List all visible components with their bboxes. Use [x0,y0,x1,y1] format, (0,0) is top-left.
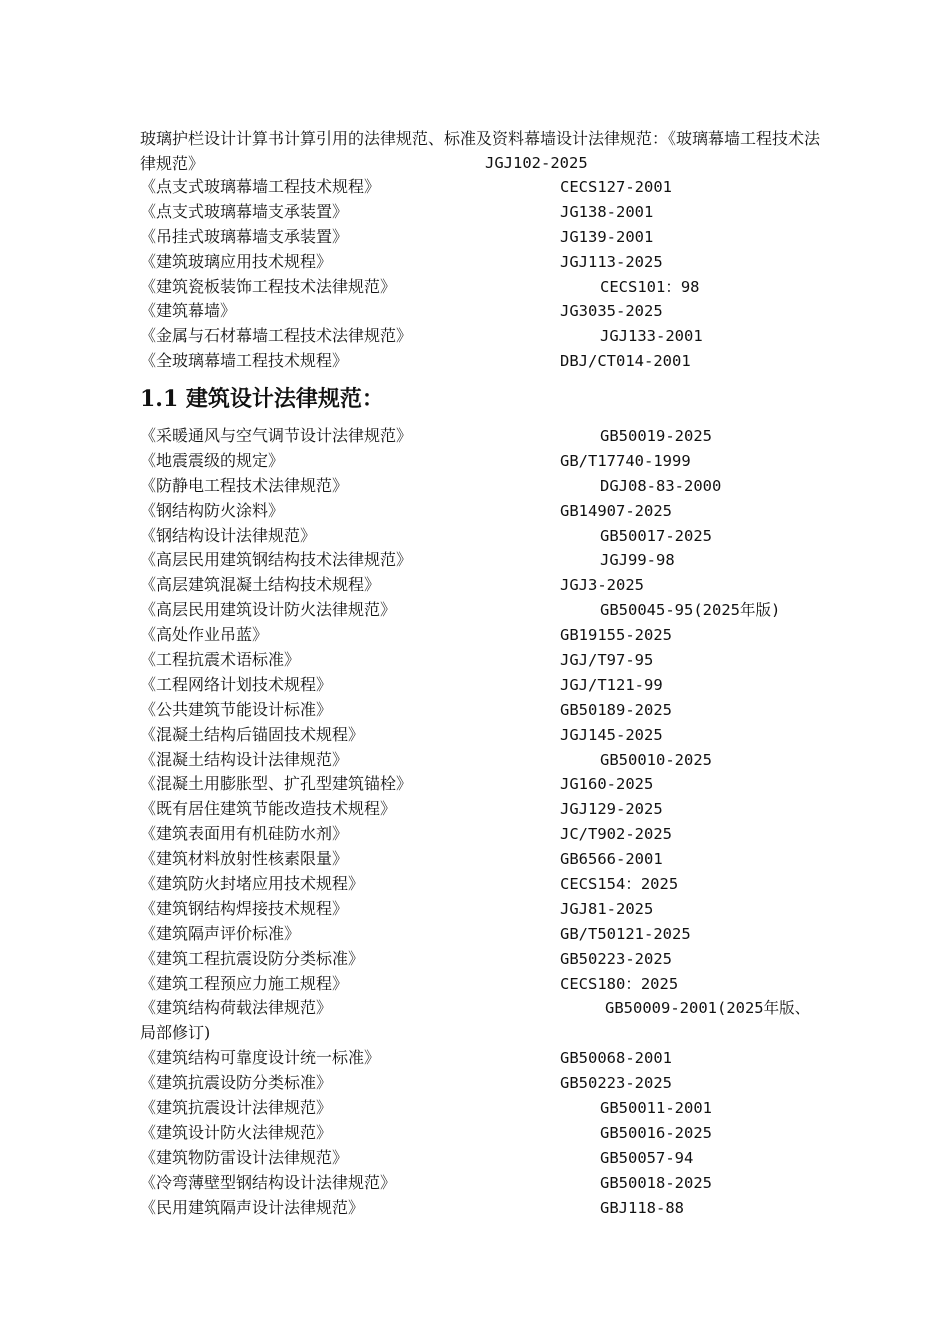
standard-code: JG138-2001 [560,202,654,221]
standard-code: DGJ08-83-2000 [600,476,722,495]
standard-item [140,200,840,225]
standard-code: CECS154：2025 [560,875,679,894]
standard-item [140,1196,840,1221]
standard-title: 《工程网络计划技术规程》 [140,674,333,694]
standard-item [140,723,840,748]
standard-code: GB50009-2001(2025年版、 [605,999,811,1018]
standard-code: GB50045-95(2025年版) [600,601,781,620]
standard-title: 《冷弯薄壁型钢结构设计法律规范》 [140,1172,397,1192]
standard-title: 《高层民用建筑设计防火法律规范》 [140,600,397,620]
standard-title: 《民用建筑隔声设计法律规范》 [140,1197,365,1217]
standard-item [140,1046,840,1071]
standard-title: 《高层民用建筑钢结构技术法律规范》 [140,550,413,570]
standard-item [140,474,840,499]
standard-code: GB50057-94 [600,1148,694,1167]
standard-code: JG3035-2025 [560,302,663,321]
standard-title: 《点支式玻璃幕墙工程技术规程》 [140,177,381,196]
standard-item [140,872,840,897]
standard-code: JGJ/T121-99 [560,675,663,694]
standard-code: JG139-2001 [560,227,654,246]
standard-item [140,772,840,797]
standard-title: 《全玻璃幕墙工程技术规程》 [140,351,349,371]
standard-code-continuation: 局部修订) [140,1023,211,1043]
standard-code: GB19155-2025 [560,626,672,645]
standard-item [140,548,840,573]
intro-text: 玻璃护栏设计计算书计算引用的法律规范、标准及资料幕墙设计法律规范：《玻璃幕墙工程技术法律规范》 [140,129,821,173]
standard-code: GB6566-2001 [560,850,663,869]
standard-item [140,822,840,847]
standard-title: 《点支式玻璃幕墙支承装置》 [140,201,349,221]
standard-code: GB50010-2025 [600,750,712,769]
standard-title: 《公共建筑节能设计标准》 [140,699,333,719]
standard-title: 《防静电工程技术法律规范》 [140,475,349,495]
standard-item [140,324,840,349]
standard-title: 《金属与石材幕墙工程技术法律规范》 [140,326,413,346]
standard-code: JGJ/T97-95 [560,651,654,670]
standard-item [140,275,840,300]
standard-item [140,897,840,922]
standard-code: GB50068-2001 [560,1049,672,1068]
standard-title: 《高层建筑混凝土结构技术规程》 [140,575,381,595]
standard-item [140,797,840,822]
standard-code: GB50018-2025 [600,1173,712,1192]
standard-title: 《钢结构设计法律规范》 [140,525,317,545]
standard-code: JGJ145-2025 [560,725,663,744]
curtain-wall-standards-list [140,175,840,374]
standard-code: GB50223-2025 [560,1074,672,1093]
standard-code: GB50189-2025 [560,700,672,719]
standard-title: 《吊挂式玻璃幕墙支承装置》 [140,226,349,246]
standard-item [140,648,840,673]
standard-title: 《建筑工程预应力施工规程》 [140,973,349,993]
standard-title: 《建筑材料放射性核素限量》 [140,849,349,869]
standard-title: 《建筑工程抗震设防分类标准》 [140,948,365,968]
standard-item [140,524,840,549]
standard-code: GB/T50121-2025 [560,924,691,943]
standard-title: 《高处作业吊蓝》 [140,625,269,645]
standard-item [140,225,840,250]
standard-item [140,424,840,449]
standard-item [140,972,840,997]
standard-title: 《混凝土结构后锚固技术规程》 [140,724,365,744]
standard-item [140,250,840,275]
intro-paragraph [140,126,830,176]
standard-code: GB50011-2001 [600,1099,712,1118]
standard-item [140,299,840,324]
standard-title: 《建筑抗震设计法律规范》 [140,1098,333,1118]
standard-item [140,1121,840,1146]
standard-code: GB50019-2025 [600,427,712,445]
standard-item [140,673,840,698]
standard-title: 《采暖通风与空气调节设计法律规范》 [140,426,413,445]
standard-code: JGJ133-2001 [600,327,703,346]
standard-code: JGJ3-2025 [560,576,644,595]
standard-title: 《建筑结构可靠度设计统一标准》 [140,1048,381,1068]
section-heading: 1.1 建筑设计法律规范： [140,386,384,412]
standard-item [140,623,840,648]
standard-title: 《建筑隔声评价标准》 [140,923,301,943]
standard-title: 《钢结构防火涂料》 [140,500,285,520]
standard-code: GB/T17740-1999 [560,451,691,470]
standard-title: 《建筑钢结构焊接技术规程》 [140,898,349,918]
standard-title: 《建筑防火封堵应用技术规程》 [140,874,365,894]
standard-code: JG160-2025 [560,775,654,794]
standard-title: 《既有居住建筑节能改造技术规程》 [140,799,397,819]
standard-item [140,1171,840,1196]
intro-code: JGJ102-2025 [485,154,588,172]
standard-item [140,598,840,623]
standard-item [140,748,840,773]
standard-item [140,349,840,374]
standard-item [140,698,840,723]
standard-item [140,1096,840,1121]
standard-title: 《建筑玻璃应用技术规程》 [140,251,333,271]
standard-code: GB50016-2025 [600,1123,712,1142]
standard-item [140,573,840,598]
standard-title: 《建筑抗震设防分类标准》 [140,1073,333,1093]
standard-code: JGJ99-98 [600,551,675,570]
standard-code: GB50223-2025 [560,949,672,968]
standard-title: 《建筑物防雷设计法律规范》 [140,1147,349,1167]
standard-code: CECS180：2025 [560,974,679,993]
standard-code: JC/T902-2025 [560,825,672,844]
standard-code: CECS127-2001 [560,178,672,196]
standard-item [140,175,840,200]
standard-code: GB50017-2025 [600,526,712,545]
standard-title: 《建筑瓷板装饰工程技术法律规范》 [140,276,397,296]
standard-title: 《混凝土结构设计法律规范》 [140,749,349,769]
standard-item [140,847,840,872]
standard-code: DBJ/CT014-2001 [560,352,691,371]
standard-title: 《地震震级的规定》 [140,450,285,470]
standard-title: 《建筑结构荷载法律规范》 [140,998,333,1018]
standard-code: CECS101：98 [600,277,700,296]
standard-code: JGJ81-2025 [560,899,654,918]
standard-item [140,499,840,524]
standard-title: 《建筑表面用有机硅防水剂》 [140,824,349,844]
standard-code: GB14907-2025 [560,501,672,520]
standard-title: 《建筑幕墙》 [140,301,237,321]
standard-item [140,1146,840,1171]
standard-item [140,996,840,1046]
standard-item [140,947,840,972]
standard-code: GBJ118-88 [600,1198,684,1217]
standard-code: JGJ129-2025 [560,800,663,819]
standard-code: JGJ113-2025 [560,252,663,271]
standard-title: 《建筑设计防火法律规范》 [140,1122,333,1142]
standard-item [140,922,840,947]
standard-item [140,449,840,474]
standard-title: 《工程抗震术语标准》 [140,650,301,670]
standard-title: 《混凝土用膨胀型、扩孔型建筑锚栓》 [140,774,413,794]
standard-item [140,1071,840,1096]
building-design-standards-list [140,424,840,1221]
